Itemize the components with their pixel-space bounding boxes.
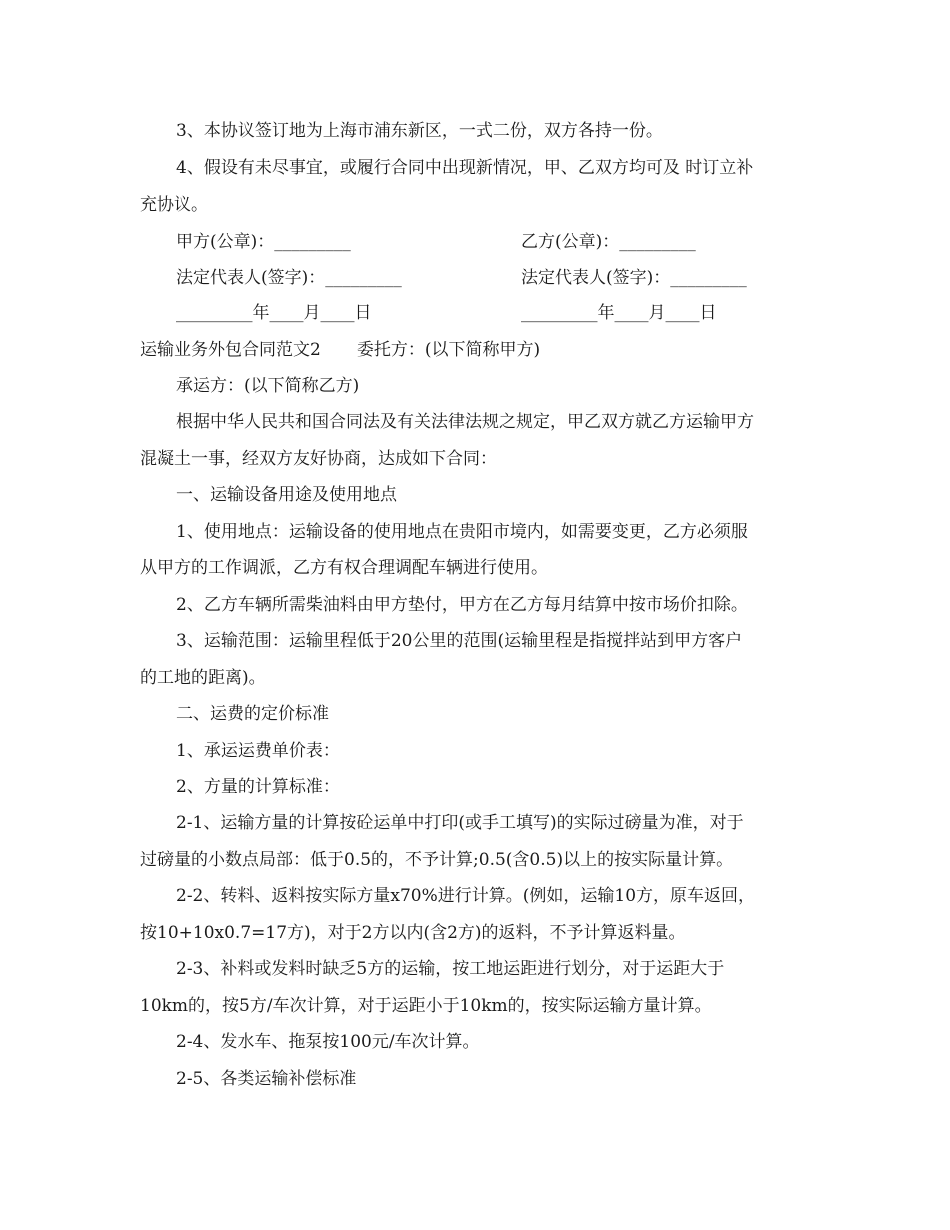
- section-2-1-continued: 过磅量的小数点局部：低于0.5的，不予计算;0.5(含0.5)以上的按实际量计算。: [140, 850, 734, 870]
- client-label: 委托方：(以下简称甲方): [356, 340, 541, 360]
- section-2-4: 2-4、发水车、拖泵按100元/车次计算。: [176, 1032, 480, 1052]
- section-1-item-1: 1、使用地点：运输设备的使用地点在贵阳市境内，如需要变更，乙方必须服: [176, 522, 748, 542]
- contract-title: 运输业务外包合同范文2: [140, 340, 321, 360]
- party-a-representative: 法定代表人(签字)：_________: [176, 268, 402, 288]
- clause-3: 3、本协议签订地为上海市浦东新区，一式二份，双方各持一份。: [176, 121, 663, 141]
- section-1-item-2: 2、乙方车辆所需柴油料由甲方垫付，甲方在乙方每月结算中按市场价扣除。: [176, 595, 748, 615]
- section-2-heading: 二、运费的定价标准: [176, 704, 329, 724]
- section-2-2: 2-2、转料、返料按实际方量x70%进行计算。(例如，运输10方，原车返回，: [176, 886, 756, 906]
- section-1-heading: 一、运输设备用途及使用地点: [176, 485, 397, 505]
- section-1-item-1-continued: 从甲方的工作调派，乙方有权合理调配车辆进行使用。: [140, 558, 548, 578]
- party-a-date: _________年____月____日: [176, 303, 372, 323]
- clause-4: 4、假设有未尽事宜，或履行合同中出现新情况，甲、乙双方均可及 时订立补: [176, 158, 754, 178]
- section-2-item-2: 2、方量的计算标准：: [176, 777, 340, 797]
- section-2-3-continued: 10km的，按5方/车次计算，对于运距小于10km的，按实际运输方量计算。: [140, 996, 712, 1016]
- section-1-item-3-continued: 的工地的距离)。: [140, 668, 266, 688]
- preamble-continued: 混凝土一事，经双方友好协商，达成如下合同：: [140, 449, 497, 469]
- contract-title-line: [140, 339, 820, 361]
- section-2-3: 2-3、补料或发料时缺乏5方的运输，按工地运距进行划分，对于运距大于: [176, 959, 725, 979]
- clause-4-continued: 充协议。: [140, 195, 208, 215]
- section-2-2-continued: 按10+10x0.7=17方)，对于2方以内(含2方)的返料，不予计算返料量。: [140, 923, 686, 943]
- party-b-date: _________年____月____日: [521, 303, 717, 323]
- carrier-label: 承运方：(以下简称乙方): [176, 376, 360, 396]
- party-b-representative: 法定代表人(签字)：_________: [521, 268, 747, 288]
- section-2-item-1: 1、承运运费单价表：: [176, 741, 340, 761]
- section-2-1: 2-1、运输方量的计算按砼运单中打印(或手工填写)的实际过磅量为准，对于: [176, 813, 744, 833]
- section-2-5: 2-5、各类运输补偿标准: [176, 1069, 357, 1089]
- section-1-item-3: 3、运输范围：运输里程低于20公里的范围(运输里程是指搅拌站到甲方客户: [176, 631, 743, 651]
- party-a-seal: 甲方(公章)：_________: [176, 232, 351, 252]
- party-b-seal: 乙方(公章)：_________: [521, 232, 696, 252]
- preamble: 根据中华人民共和国合同法及有关法律法规之规定，甲乙双方就乙方运输甲方: [176, 412, 754, 432]
